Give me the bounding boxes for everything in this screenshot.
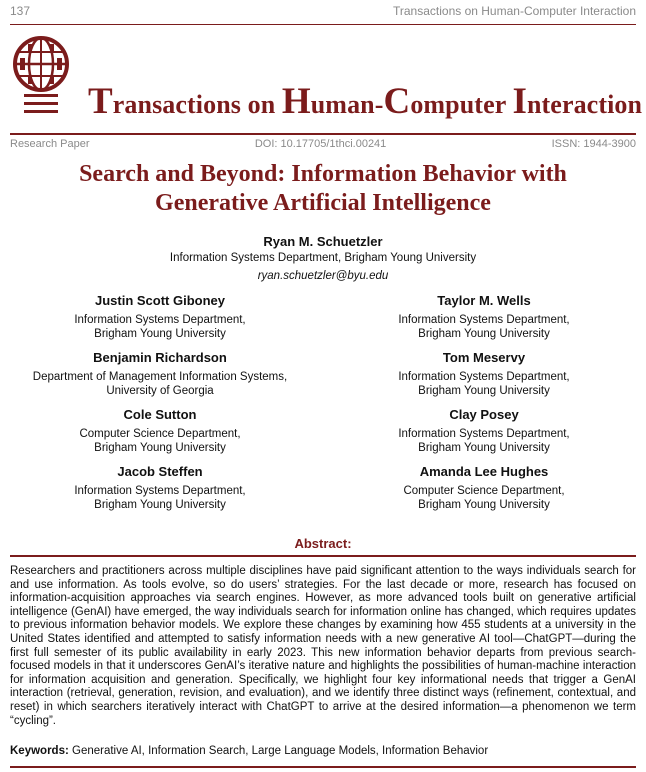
journal-title-rest: nteraction — [526, 90, 643, 119]
paper-title-line: Generative Artificial Intelligence — [155, 190, 491, 216]
issn: ISSN: 1944-3900 — [551, 138, 636, 150]
author-name: Clay Posey — [449, 407, 519, 422]
thci-globe-logo-icon — [10, 36, 72, 120]
author-affiliation: Information Systems Department, — [398, 428, 570, 440]
author-block — [334, 293, 634, 341]
abstract-body: Researchers and practitioners across multiple disciplines have paid significant attention to the ways individuals search for and use information. As tools evolve, so do users’ strategies. For the last decade or more, research has focused on information-acquisition approaches via search engines. However, as more advanced tools built on generative artificial intelligence (GenAI) have emerged, the way individuals search for information online has changed, which requires updates to previous information behavior models. We explore these changes by examining how 455 students at a university in the United States identified and attempted to satisfy information needs with a new generative AI tool—ChatGPT—during the first full semester of its public availability in early 2023. This new information behavior departs from previous search-focused models in that it underscores GenAI’s iterative nature and highlights the possibilities of human-machine interaction for information acquisition and generation. Specifically, we highlight four key informational needs that trigger a GenAI interaction (retrieval, generation, revision, and evaluation), and we identify three distinct ways (refinement, contextual, and reset) in which searchers iteratively interact with ChatGPT to arrive at the desired information—a phenomenon we term “cycling”. — [10, 565, 636, 727]
keywords-label: Keywords: — [10, 745, 69, 757]
author-block — [334, 407, 634, 455]
paper-type: Research Paper — [10, 138, 90, 150]
author-block — [334, 350, 634, 398]
author-affiliation: Brigham Young University — [94, 328, 226, 340]
author-affiliation: Brigham Young University — [418, 499, 550, 511]
author-affiliation: Brigham Young University — [418, 328, 550, 340]
author-block — [10, 407, 310, 455]
author-affiliation: Brigham Young University — [94, 442, 226, 454]
keywords — [10, 745, 488, 757]
journal-title-cap: H — [281, 81, 311, 122]
author-name: Tom Meservy — [442, 350, 526, 365]
abstract-top-rule — [10, 555, 636, 557]
meta-row — [10, 138, 636, 152]
author-affiliation: Brigham Young University — [94, 499, 226, 511]
author-block — [10, 293, 310, 341]
author-affiliation: Information Systems Department, — [74, 314, 246, 326]
author-affiliation: Information Systems Department, — [398, 314, 570, 326]
author-affiliation: University of Georgia — [106, 385, 214, 397]
journal-rule — [10, 133, 636, 135]
author-name: Amanda Lee Hughes — [419, 464, 549, 479]
journal-title-cap: C — [383, 81, 411, 122]
lead-author-affiliation: Information Systems Department, Brigham Young University — [169, 252, 477, 264]
author-affiliation: Brigham Young University — [418, 442, 550, 454]
author-affiliation: Department of Management Information Systems, — [32, 371, 288, 383]
paper-title — [20, 160, 626, 218]
keywords-value: Generative AI, Information Search, Large Language Models, Information Behavior — [72, 745, 489, 757]
author-name: Taylor M. Wells — [437, 293, 531, 308]
author-block — [10, 350, 310, 398]
author-affiliation: Information Systems Department, — [398, 371, 570, 383]
journal-title-rest: ransactions on — [112, 90, 282, 119]
author-block — [10, 464, 310, 512]
author-name: Jacob Steffen — [117, 464, 203, 479]
header-rule — [10, 24, 636, 25]
author-affiliation: Computer Science Department, — [79, 428, 241, 440]
lead-author-name: Ryan M. Schuetzler — [263, 234, 383, 249]
journal-title-rest: omputer — [410, 90, 513, 119]
author-affiliation: Information Systems Department, — [74, 485, 246, 497]
author-block — [334, 464, 634, 512]
author-affiliation: Brigham Young University — [418, 385, 550, 397]
author-name: Justin Scott Giboney — [94, 293, 225, 308]
lead-author-email[interactable]: ryan.schuetzler@byu.edu — [257, 270, 389, 282]
author-name: Cole Sutton — [123, 407, 197, 422]
author-name: Benjamin Richardson — [93, 350, 227, 365]
doi-link[interactable]: DOI: 10.17705/1thci.00241 — [254, 138, 387, 150]
journal-title-rest: uman- — [310, 90, 384, 119]
page-number: 137 — [10, 4, 31, 18]
abstract-heading: Abstract: — [294, 536, 352, 551]
author-affiliation: Computer Science Department, — [403, 485, 565, 497]
paper-title-line: Search and Beyond: Information Behavior with — [79, 161, 567, 187]
abstract-bottom-rule — [10, 766, 636, 768]
journal-title — [88, 80, 642, 123]
journal-title-cap: I — [512, 81, 527, 122]
journal-title-cap: T — [88, 81, 113, 122]
running-head: Transactions on Human-Computer Interaction — [393, 4, 636, 18]
